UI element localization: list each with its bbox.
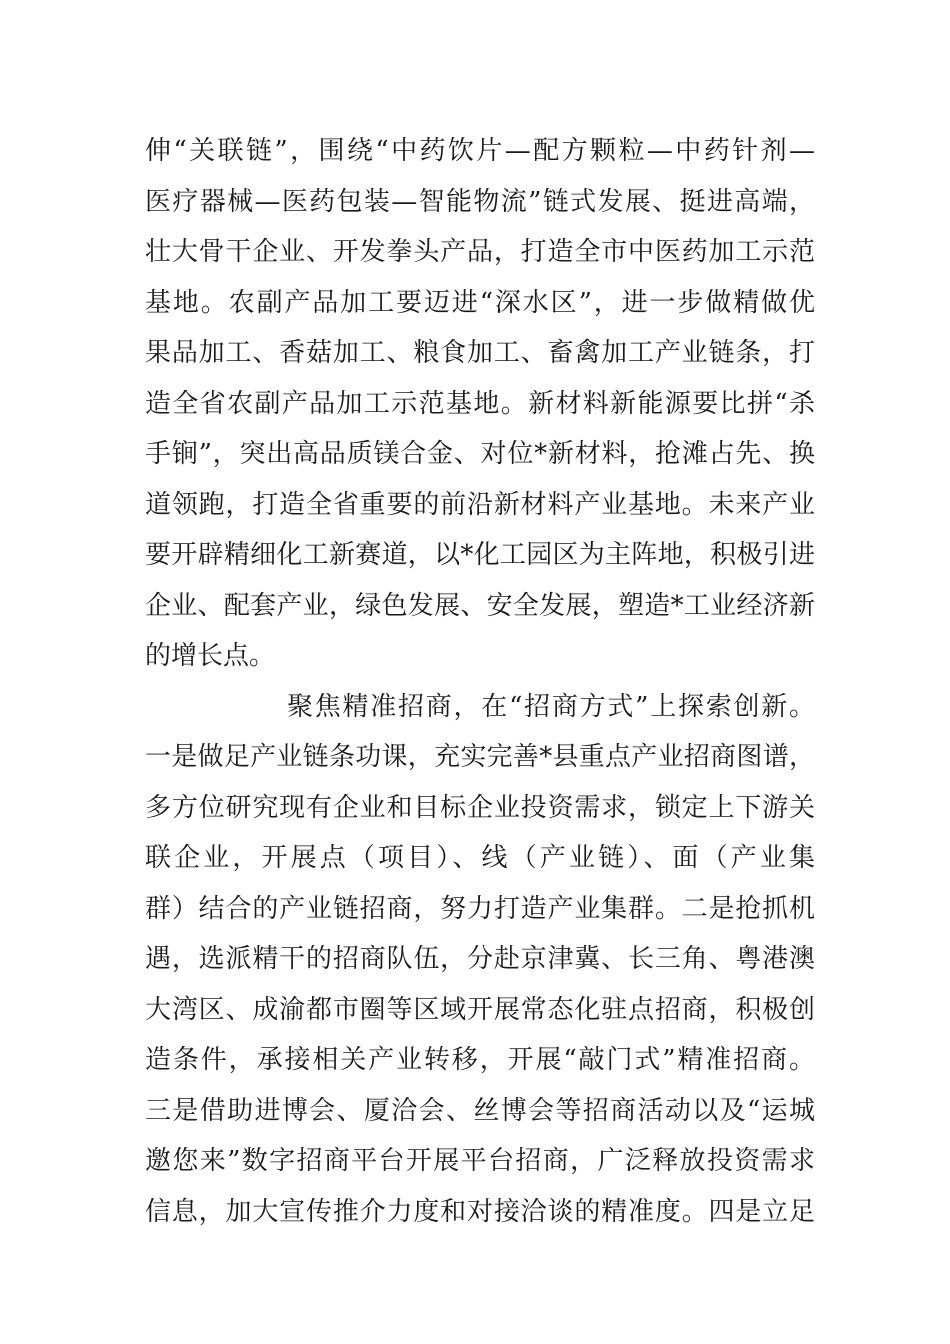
text-line: 造全省农副产品加工示范基地。新材料新能源要比拼“杀: [145, 388, 815, 419]
text-line: 遇，选派精干的招商队伍，分赴京津冀、长三角、粤港澳: [145, 944, 815, 974]
text-line: 大湾区、成渝都市圈等区域开展常态化驻点招商，积极创: [145, 994, 815, 1025]
text-line: 医疗器械—医药包装—智能物流”链式发展、挺进高端，: [145, 186, 815, 217]
body-text: [145, 126, 815, 1237]
text-line: 联企业，开展点（项目）、线（产业链）、面（产业集: [145, 843, 815, 873]
text-line: 信息，加大宣传推介力度和对接洽谈的精准度。四是立足: [145, 1196, 815, 1227]
text-line: 三是借助进博会、厦洽会、丝博会等招商活动以及“运城: [145, 1095, 815, 1126]
text-line: 多方位研究现有企业和目标企业投资需求，锁定上下游关: [145, 792, 815, 823]
text-line: 伸“关联链”，围绕“中药饮片—配方颗粒—中药针剂—: [145, 136, 815, 166]
text-line: 壮大骨干企业、开发拳头产品，打造全市中医药加工示范: [145, 237, 815, 267]
text-line: 邀您来”数字招商平台开展平台招商，广泛释放投资需求: [145, 1146, 815, 1176]
text-line: 企业、配套产业，绿色发展、安全发展，塑造*工业经济新: [145, 590, 815, 621]
text-line: 要开辟精细化工新赛道，以*化工园区为主阵地，积极引进: [145, 540, 815, 570]
text-line: 果品加工、香菇加工、粮食加工、畜禽加工产业链条，打: [145, 338, 815, 368]
text-line: 道领跑，打造全省重要的前沿新材料产业基地。未来产业: [145, 489, 815, 520]
text-line: 的增长点。: [145, 641, 276, 671]
text-line: 基地。农副产品加工要迈进“深水区”，进一步做精做优: [145, 287, 815, 318]
section-heading-line: 聚焦精准招商，在“招商方式”上探索创新。: [287, 691, 815, 722]
text-line: 手锏”，突出高品质镁合金、对位*新材料，抢滩占先、换: [145, 439, 815, 469]
text-line: 群）结合的产业链招商，努力打造产业集群。二是抢抓机: [145, 893, 815, 924]
text-line: 造条件，承接相关产业转移，开展“敲门式”精准招商。: [145, 1045, 815, 1075]
text-line: 一是做足产业链条功课，充实完善*县重点产业招商图谱，: [145, 742, 815, 772]
